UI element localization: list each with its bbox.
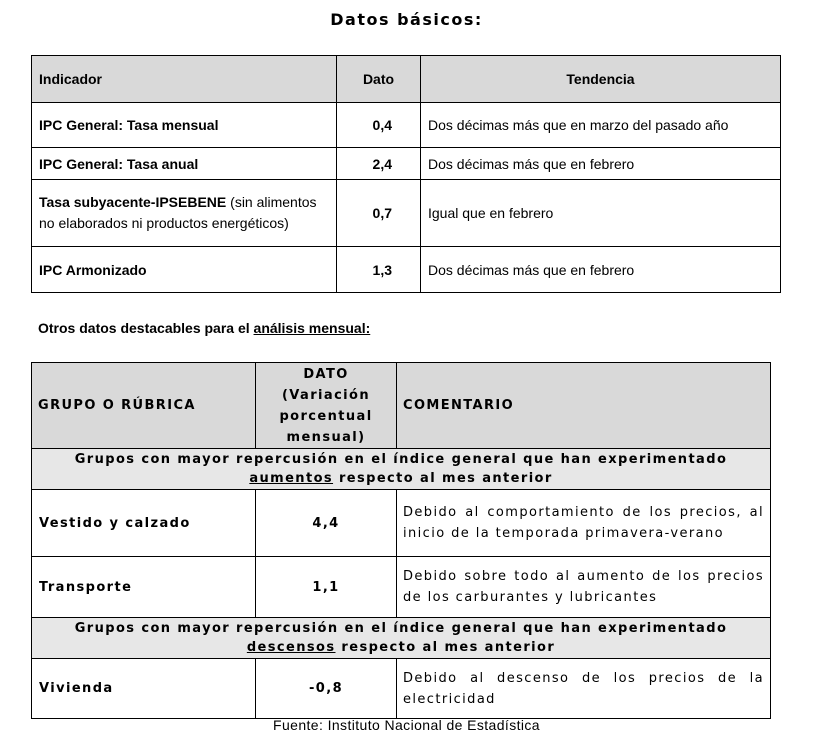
group-heading: Grupos con mayor repercusión en el índice general que han experimentado aumentos respecto al mes anterior [32, 449, 771, 490]
value-cell: 1,3 [337, 247, 421, 293]
value-cell: 2,4 [337, 148, 421, 180]
indicator-cell: Tasa subyacente-IPSEBENE (sin alimentos no elaborados ni productos energéticos) [32, 180, 337, 247]
indicator-note: (sin alimentos no elaborados ni productos energéticos) [39, 194, 317, 231]
group-name-cell: Vestido y calzado [32, 490, 256, 557]
header-trend: Tendencia [421, 56, 781, 103]
table-row [32, 490, 771, 557]
value-cell: 0,7 [337, 180, 421, 247]
indicator-cell: IPC General: Tasa anual [32, 148, 337, 180]
group-row-decreases [32, 618, 771, 659]
group-row-increases [32, 449, 771, 490]
monthly-analysis-table [31, 362, 771, 719]
table-row [32, 148, 781, 180]
value-cell: 4,4 [256, 490, 397, 557]
comment-cell: Debido al descenso de los precios de la electricidad [397, 659, 771, 719]
header-dato: DATO (Variación porcentual mensual) [256, 363, 397, 449]
table-row [32, 103, 781, 148]
indicator-cell: IPC General: Tasa mensual [32, 103, 337, 148]
header-comment: COMENTARIO [397, 363, 771, 449]
group-name-cell: Transporte [32, 557, 256, 618]
subtitle-underlined: análisis mensual: [253, 320, 371, 336]
page-title: Datos básicos: [330, 10, 483, 29]
header-value: Dato [337, 56, 421, 103]
comment-cell: Debido sobre todo al aumento de los precios de los carburantes y lubricantes [397, 557, 771, 618]
group-name-cell: Vivienda [32, 659, 256, 719]
header-group: GRUPO O RÚBRICA [32, 363, 256, 449]
table-header-row [32, 363, 771, 449]
header-indicator: Indicador [32, 56, 337, 103]
trend-cell: Igual que en febrero [421, 180, 781, 247]
trend-cell: Dos décimas más que en febrero [421, 247, 781, 293]
comment-cell: Debido al comportamiento de los precios, al inicio de la temporada primavera-verano [397, 490, 771, 557]
value-cell: -0,8 [256, 659, 397, 719]
indicator-cell: IPC Armonizado [32, 247, 337, 293]
value-cell: 1,1 [256, 557, 397, 618]
basic-data-table [31, 55, 781, 293]
value-cell: 0,4 [337, 103, 421, 148]
trend-cell: Dos décimas más que en marzo del pasado año [421, 103, 781, 148]
table-row [32, 557, 771, 618]
table-header-row [32, 56, 781, 103]
table-row [32, 180, 781, 247]
table-row [32, 247, 781, 293]
table-row [32, 659, 771, 719]
source-note: Fuente: Instituto Nacional de Estadística [273, 717, 540, 733]
section-subtitle: Otros datos destacables para el análisis mensual: [38, 320, 371, 336]
trend-cell: Dos décimas más que en febrero [421, 148, 781, 180]
group-heading: Grupos con mayor repercusión en el índice general que han experimentado descensos respecto al mes anterior [32, 618, 771, 659]
